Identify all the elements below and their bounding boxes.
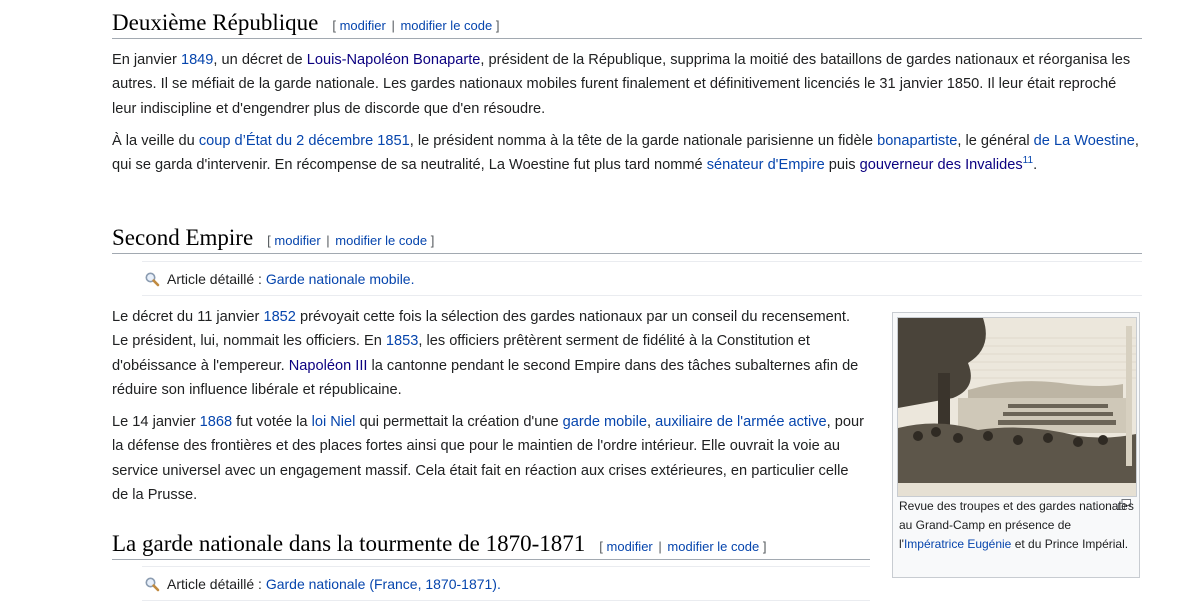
link-louis-napoleon-bonaparte[interactable]: Louis-Napoléon Bonaparte — [306, 52, 481, 68]
engraving-image[interactable] — [897, 317, 1137, 497]
section-heading-second-empire — [112, 223, 1142, 254]
magnifier-icon — [144, 271, 160, 287]
section-title: La garde nationale dans la tourmente de 1870-1871 — [112, 531, 586, 556]
link-gouverneur-des-invalides[interactable]: gouverneur des Invalides — [859, 157, 1023, 174]
reference-link[interactable]: 11 — [1022, 155, 1034, 167]
link-bonapartiste[interactable]: bonapartiste — [877, 133, 958, 149]
paragraph: Le décret du 11 janvier 1852 prévoyait cette fois la sélection des gardes nationaux par un conseil du recensement. Le président, lui, nommait les officiers. En 1853, les officiers prêtèrent serment de fidélité à la Constitution et d'obéissance à l'empereur. Napoléon III la cantonne pendant le second Empire dans des tâches subalternes afin de réduire son influence libérale et républicaine. — [112, 309, 859, 398]
magnifier-icon — [144, 576, 160, 592]
image-thumbnail — [892, 312, 1140, 578]
link-de-la-woestine[interactable]: de La Woestine — [1033, 133, 1135, 149]
paragraph: En janvier 1849, un décret de Louis-Napoléon Bonaparte, président de la République, supprima la moitié des bataillons de gardes nationaux et réorganisa les autres. Il se méfiait de la garde nationale. Les gardes nationaux mobiles furent finalement et définitivement licenciés le 31 janvier 1850. Il leur était reproché leur indiscipline et d'engendrer plus de discorde que d'en résoudre. — [112, 52, 1131, 117]
link-garde-nationale-1870-1871[interactable]: Garde nationale (France, 1870-1871) — [265, 575, 497, 592]
link-loi-niel[interactable]: loi Niel — [311, 414, 356, 430]
paragraph: À la veille du coup d’État du 2 décembre 1851, le président nomma à la tête de la garde nationale parisienne un fidèle bonapartiste, le général de La Woestine, qui se garda d'intervenir. En récompense de sa neutralité, La Woestine fut plus tard nommé sénateur d'Empire puis gouverneur des Invalides$^{11}$. — [112, 133, 1139, 174]
paragraph: Le 14 janvier 1868 fut votée la loi Niel qui permettait la création d'une garde mobile, auxiliaire de l'armée active, pour la défense des frontières et des places fortes ainsi que pour le maintien de l'ordre intérieur. Elle ouvrait la voie au service universel avec un engagement massif. Cela était fait en réaction aux crises extérieures, en particulier celle de la Prusse. — [112, 414, 864, 503]
section-heading-deuxieme-republique — [112, 8, 1142, 39]
edit-link[interactable]: modifier — [339, 18, 386, 33]
edit-section-links: [ modifier | modifier le code ] — [599, 539, 767, 554]
link-auxiliaire-armee-active[interactable]: auxiliaire de l'armée active — [655, 414, 827, 430]
link-coup-etat-1851[interactable]: coup d’État du 2 décembre 1851 — [198, 133, 410, 149]
link-1853[interactable]: 1853 — [385, 333, 419, 350]
link-garde-mobile[interactable]: garde mobile — [562, 414, 648, 430]
section-title: Deuxième République — [112, 10, 319, 35]
section-title: Second Empire — [112, 225, 254, 250]
edit-link[interactable]: modifier — [274, 233, 321, 248]
edit-source-link[interactable]: modifier le code — [400, 18, 493, 33]
link-1868[interactable]: 1868 — [199, 414, 233, 430]
edit-link[interactable]: modifier — [606, 539, 653, 554]
link-senateur-empire[interactable]: sénateur d'Empire — [706, 157, 825, 174]
link-imperatrice-eugenie[interactable]: Impératrice Eugénie — [903, 537, 1012, 551]
link-napoleon-iii[interactable]: Napoléon III — [288, 357, 368, 374]
hatnote-detailed-article: Article détaillé : Garde nationale (France, 1870-1871) . — [142, 566, 870, 601]
thumbnail-caption: Revue des troupes et des gardes nationales au Grand-Camp en présence de l'Impératrice Eugénie et du Prince Impérial. — [899, 499, 1134, 551]
link-1852[interactable]: 1852 — [263, 309, 296, 325]
edit-source-link[interactable]: modifier le code — [667, 539, 760, 554]
edit-source-link[interactable]: modifier le code — [335, 233, 428, 248]
link-1849[interactable]: 1849 — [180, 52, 214, 68]
edit-section-links: [ modifier | modifier le code ] — [267, 233, 435, 248]
edit-section-links: [ modifier | modifier le code ] — [332, 18, 500, 33]
link-garde-nationale-mobile[interactable]: Garde nationale mobile — [265, 270, 411, 287]
hatnote-detailed-article: Article détaillé : Garde nationale mobile . — [142, 261, 1142, 296]
section-heading-tourmente-1870-1871 — [112, 529, 870, 560]
